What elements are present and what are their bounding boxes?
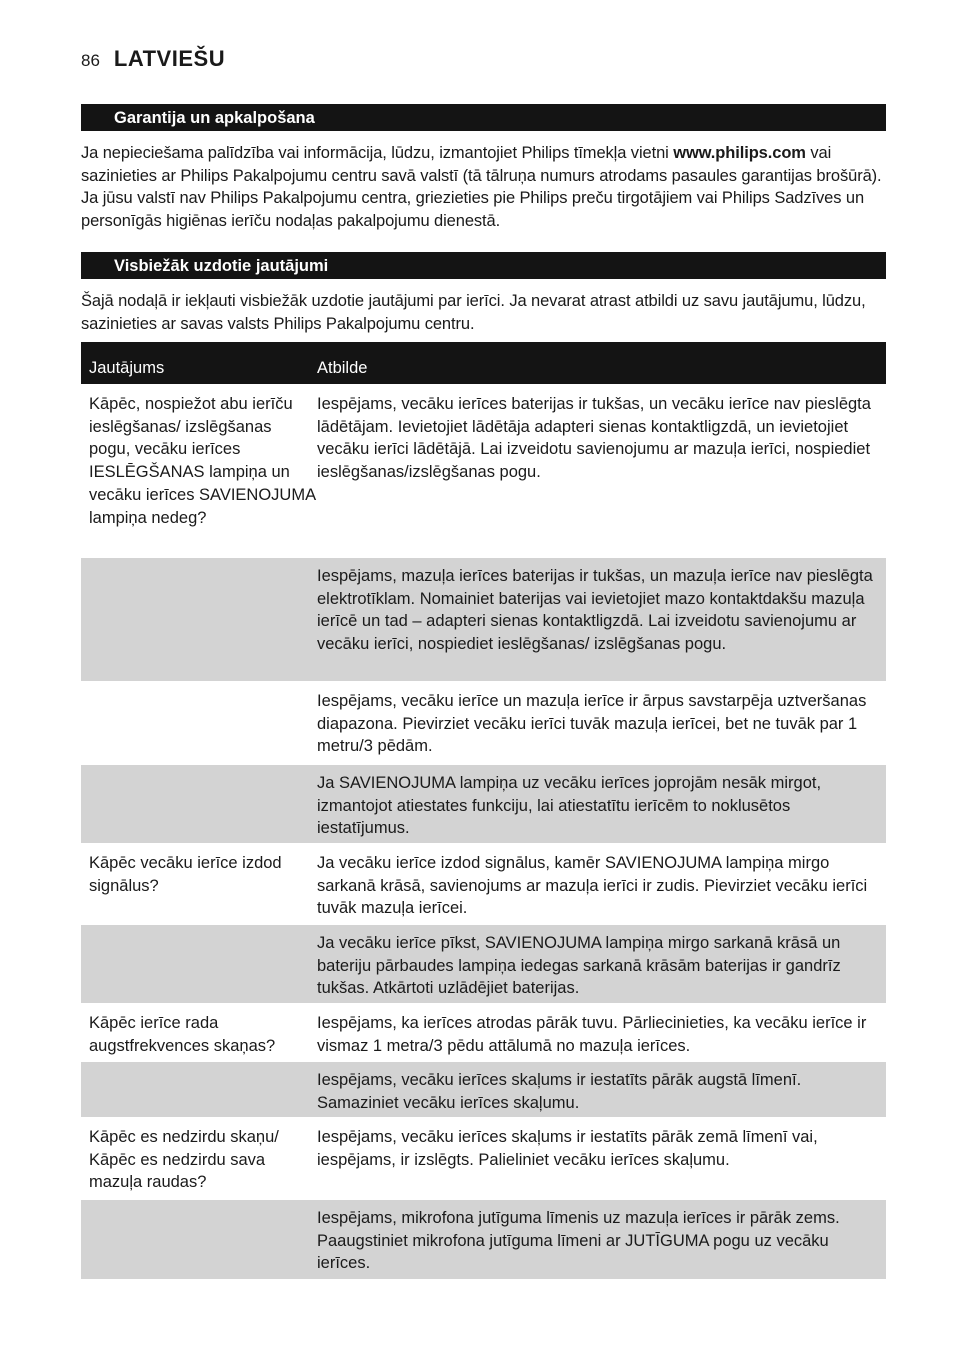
- answer-cell: Iespējams, mikrofona jutīguma līmenis uz mazuļa ierīces ir pārāk zems. Paaugstiniet mikrofona jutīguma līmeni ar JUTĪGUMA pogu uz vecāku ierīces.: [317, 1209, 840, 1273]
- table-row: [81, 558, 886, 681]
- table-row: [81, 1200, 886, 1279]
- question-column-header: Jautājums: [89, 359, 165, 377]
- warranty-paragraph: [81, 142, 891, 232]
- question-cell: [81, 765, 317, 843]
- faq-intro-paragraph: Šajā nodaļā ir iekļauti visbiežāk uzdotie jautājumi par ierīci. Ja nevarat atrast atbildi uz savu jautājumu, lūdzu, sazinieties ar savas valsts Philips Pakalpojumu centru.: [81, 292, 866, 333]
- table-row: [81, 1005, 886, 1060]
- warranty-text-end: vai sazinieties ar Philips Pakalpojumu centru savā valstī (tā tālruņa numurs atrodams pasaules garantijas brošūrā). Ja jūsu valstī nav Philips Pakalpojumu centra, griezieties pie Philips preču tirgotājiem vai Philips Sadzīves un personīgās higiēnas ierīču nodaļas pakalpojumu dienestā.: [81, 144, 882, 230]
- question-cell: Kāpēc, nospiežot abu ierīču ieslēgšanas/ izslēgšanas pogu, vecāku ierīces IESLĒGŠANAS lampiņa un vecāku ierīces SAVIENOJUMA lampiņa nedeg?: [89, 395, 316, 527]
- answer-cell: Iespējams, ka ierīces atrodas pārāk tuvu. Pārliecinieties, ka vecāku ierīce ir vismaz 1 metra/3 pēdu attālumā no mazuļa ierīces.: [317, 1014, 867, 1055]
- page-header: [81, 46, 225, 72]
- page-language-title: LATVIEŠU: [113, 46, 226, 71]
- answer-cell: Iespējams, mazuļa ierīces baterijas ir tukšas, un mazuļa ierīce nav pieslēgta elektrotīklam. Nomainiet baterijas vai ievietojiet mazo kontaktdakšu mazuļa ierīcē un tad – adapteri sienas kontaktligzdā. Lai izveidotu savienojumu ar vecāku ierīci, nospiediet ieslēgšanas/ izslēgšanas pogu.: [317, 567, 873, 654]
- table-row: [81, 386, 886, 556]
- answer-cell: Iespējams, vecāku ierīce un mazuļa ierīce ir ārpus savstarpēja uztveršanas diapazona. Pievirziet vecāku ierīci tuvāk mazuļa ierīcei, bet ne tuvāk par 1 metru/3 pēdām.: [317, 692, 867, 756]
- question-cell: Kāpēc ierīce rada augstfrekvences skaņas?: [89, 1014, 276, 1055]
- philips-website-link[interactable]: www.philips.com: [673, 144, 806, 162]
- question-cell: [81, 925, 317, 1003]
- section-title-faq: Visbiežāk uzdotie jautājumi: [81, 252, 886, 279]
- question-cell: [81, 683, 317, 763]
- faq-table: [81, 342, 886, 1279]
- answer-cell: Ja vecāku ierīce izdod signālus, kamēr SAVIENOJUMA lampiņa mirgo sarkanā krāsā, savienojums ar mazuļa ierīci ir zudis. Pievirziet vecāku ierīci tuvāk mazuļa ierīcei.: [317, 854, 868, 918]
- table-row: [81, 683, 886, 763]
- answer-cell: Iespējams, vecāku ierīces skaļums ir iestatīts pārāk zemā līmenī vai, iespējams, ir izslēgts. Palieliniet vecāku ierīces skaļumu.: [317, 1128, 818, 1169]
- table-row: [81, 925, 886, 1003]
- table-row: [81, 1062, 886, 1117]
- answer-cell: Iespējams, vecāku ierīces baterijas ir tukšas, un vecāku ierīce nav pieslēgta lādētājam. Ievietojiet lādētāja adapteri sienas kontaktligzdā, un ievietojiet vecāku ierīci lādētājā. Lai izveidotu savienojumu ar mazuļa ierīci, nospiediet ieslēgšanas/izslēgšanas pogu.: [317, 395, 871, 482]
- warranty-text-start: Ja nepieciešama palīdzība vai informācija, lūdzu, izmantojiet Philips tīmekļa vietni: [81, 144, 674, 162]
- answer-cell: Ja vecāku ierīce pīkst, SAVIENOJUMA lampiņa mirgo sarkanā krāsā un bateriju pārbaudes lampiņa iedegas sarkanā krāsām baterijas ir gandrīz tukšas. Atkārtoti uzlādējiet baterijas.: [317, 934, 841, 998]
- table-row: [81, 845, 886, 923]
- answer-cell: Ja SAVIENOJUMA lampiņa uz vecāku ierīces joprojām nesāk mirgot, izmantojot atiestates funkciju, lai atiestatītu ierīcēm to noklusētos iestatījumus.: [317, 774, 822, 838]
- table-row: [81, 765, 886, 843]
- question-cell: [81, 1062, 317, 1117]
- section-title-warranty: Garantija un apkalpošana: [81, 104, 886, 131]
- question-cell: [81, 1200, 317, 1279]
- question-cell: Kāpēc es nedzirdu skaņu/ Kāpēc es nedzirdu sava mazuļa raudas?: [89, 1128, 279, 1192]
- faq-table-header: [81, 342, 886, 384]
- answer-cell: Iespējams, vecāku ierīces skaļums ir iestatīts pārāk augstā līmenī. Samaziniet vecāku ierīces skaļumu.: [317, 1071, 802, 1112]
- answer-column-header: Atbilde: [317, 359, 368, 377]
- page-number: 86: [81, 51, 100, 70]
- table-row: [81, 1119, 886, 1198]
- question-cell: [81, 558, 317, 681]
- question-cell: Kāpēc vecāku ierīce izdod signālus?: [89, 854, 282, 895]
